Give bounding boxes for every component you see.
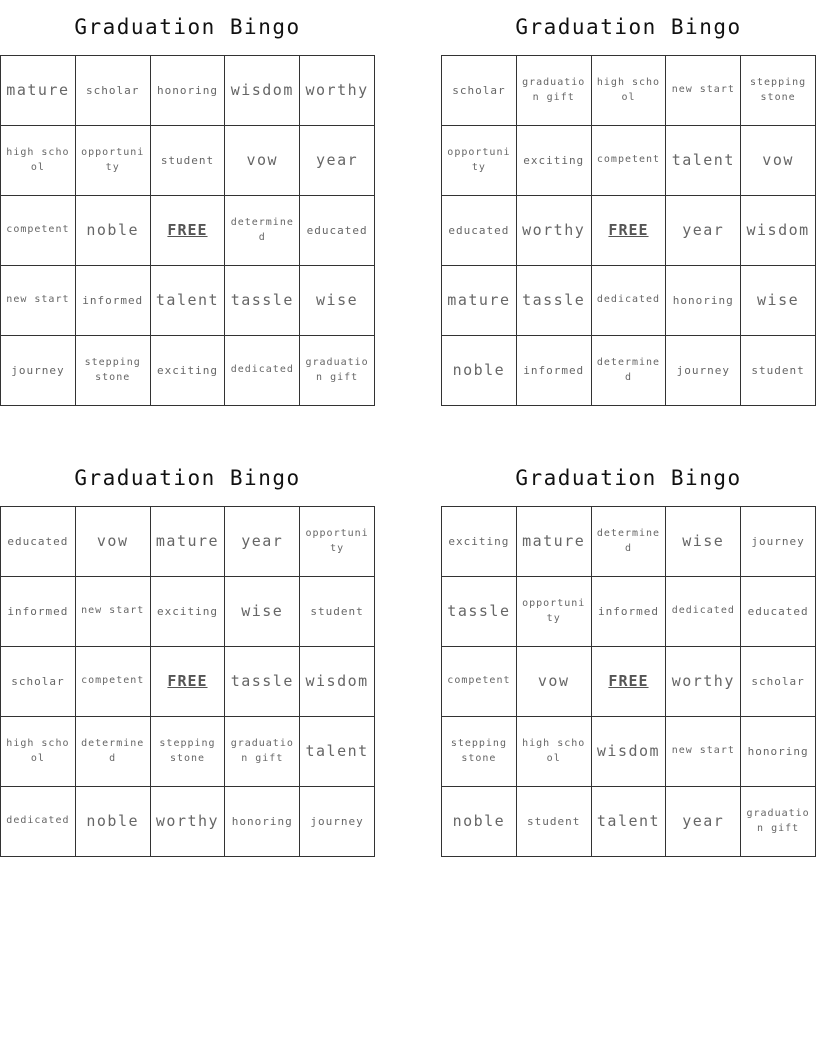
bingo-cell: vow — [225, 126, 300, 196]
bingo-cell: scholar — [76, 56, 151, 126]
bingo-cell: high school — [1, 126, 76, 196]
bingo-cell: student — [517, 787, 592, 857]
bingo-cell: exciting — [151, 577, 226, 647]
free-space-cell: FREE — [592, 647, 667, 717]
bingo-cell: determined — [225, 196, 300, 266]
bingo-cell: stepping stone — [741, 56, 816, 126]
bingo-cell: informed — [1, 577, 76, 647]
bingo-cell: tassle — [517, 266, 592, 336]
bingo-grid — [0, 506, 375, 857]
bingo-grid — [441, 506, 816, 857]
bingo-cell: graduation gift — [225, 717, 300, 787]
bingo-cell: talent — [151, 266, 226, 336]
bingo-cell: journey — [741, 507, 816, 577]
bingo-cell: high school — [592, 56, 667, 126]
bingo-grid — [441, 55, 816, 406]
bingo-cell: opportunity — [76, 126, 151, 196]
bingo-cell: wisdom — [741, 196, 816, 266]
bingo-cell: mature — [442, 266, 517, 336]
bingo-cell: opportunity — [517, 577, 592, 647]
bingo-cell: wise — [666, 507, 741, 577]
bingo-cell: journey — [1, 336, 76, 406]
bingo-cell: competent — [442, 647, 517, 717]
free-space-cell: FREE — [151, 647, 226, 717]
bingo-cell: competent — [76, 647, 151, 717]
bingo-cell: graduation gift — [517, 56, 592, 126]
bingo-cell: wise — [300, 266, 375, 336]
bingo-cell: determined — [592, 507, 667, 577]
bingo-cell: new start — [1, 266, 76, 336]
bingo-cell: scholar — [741, 647, 816, 717]
bingo-cell: student — [741, 336, 816, 406]
bingo-cell: opportunity — [300, 507, 375, 577]
card-title: Graduation Bingo — [74, 466, 301, 490]
bingo-cell: new start — [666, 717, 741, 787]
bingo-cell: high school — [517, 717, 592, 787]
bingo-cell: year — [225, 507, 300, 577]
bingo-cell: talent — [592, 787, 667, 857]
bingo-cell: educated — [442, 196, 517, 266]
bingo-cell: student — [300, 577, 375, 647]
bingo-cell: worthy — [517, 196, 592, 266]
bingo-cell: wisdom — [592, 717, 667, 787]
bingo-cell: talent — [666, 126, 741, 196]
bingo-cell: competent — [1, 196, 76, 266]
bingo-cell: high school — [1, 717, 76, 787]
bingo-cell: journey — [666, 336, 741, 406]
bingo-cell: year — [666, 787, 741, 857]
bingo-cell: graduation gift — [741, 787, 816, 857]
bingo-cell: noble — [76, 787, 151, 857]
card-title: Graduation Bingo — [74, 15, 301, 39]
bingo-cell: wise — [225, 577, 300, 647]
bingo-cell: dedicated — [1, 787, 76, 857]
bingo-cell: informed — [517, 336, 592, 406]
bingo-cell: honoring — [741, 717, 816, 787]
bingo-cell: honoring — [666, 266, 741, 336]
bingo-cell: tassle — [442, 577, 517, 647]
bingo-cell: educated — [300, 196, 375, 266]
bingo-cell: student — [151, 126, 226, 196]
bingo-cell: informed — [592, 577, 667, 647]
bingo-cell: new start — [76, 577, 151, 647]
free-space-cell: FREE — [151, 196, 226, 266]
bingo-cell: exciting — [442, 507, 517, 577]
bingo-cell: honoring — [151, 56, 226, 126]
bingo-cell: wise — [741, 266, 816, 336]
bingo-cell: new start — [666, 56, 741, 126]
bingo-cell: wisdom — [225, 56, 300, 126]
bingo-cell: noble — [442, 336, 517, 406]
bingo-grid — [0, 55, 375, 406]
bingo-cell: competent — [592, 126, 667, 196]
bingo-cell: dedicated — [225, 336, 300, 406]
bingo-cell: informed — [76, 266, 151, 336]
bingo-cell: stepping stone — [442, 717, 517, 787]
bingo-cell: talent — [300, 717, 375, 787]
bingo-cell: educated — [741, 577, 816, 647]
bingo-cell: stepping stone — [76, 336, 151, 406]
bingo-cell: determined — [592, 336, 667, 406]
bingo-cell: exciting — [517, 126, 592, 196]
bingo-cell: educated — [1, 507, 76, 577]
bingo-cell: tassle — [225, 266, 300, 336]
bingo-cell: vow — [741, 126, 816, 196]
bingo-cell: dedicated — [666, 577, 741, 647]
bingo-cell: worthy — [666, 647, 741, 717]
bingo-cell: mature — [517, 507, 592, 577]
free-space-cell: FREE — [592, 196, 667, 266]
bingo-cell: vow — [517, 647, 592, 717]
bingo-cell: journey — [300, 787, 375, 857]
bingo-cell: dedicated — [592, 266, 667, 336]
bingo-cell: honoring — [225, 787, 300, 857]
bingo-cell: worthy — [300, 56, 375, 126]
bingo-cell: tassle — [225, 647, 300, 717]
bingo-cell: year — [300, 126, 375, 196]
bingo-cell: wisdom — [300, 647, 375, 717]
card-title: Graduation Bingo — [515, 15, 742, 39]
bingo-cell: noble — [76, 196, 151, 266]
card-title: Graduation Bingo — [515, 466, 742, 490]
bingo-cell: vow — [76, 507, 151, 577]
bingo-cell: noble — [442, 787, 517, 857]
bingo-cell: opportunity — [442, 126, 517, 196]
bingo-cell: scholar — [442, 56, 517, 126]
bingo-cell: year — [666, 196, 741, 266]
bingo-cell: stepping stone — [151, 717, 226, 787]
bingo-cell: graduation gift — [300, 336, 375, 406]
bingo-cell: mature — [151, 507, 226, 577]
bingo-cell: determined — [76, 717, 151, 787]
bingo-cell: exciting — [151, 336, 226, 406]
bingo-cell: mature — [1, 56, 76, 126]
bingo-cell: worthy — [151, 787, 226, 857]
bingo-cell: scholar — [1, 647, 76, 717]
